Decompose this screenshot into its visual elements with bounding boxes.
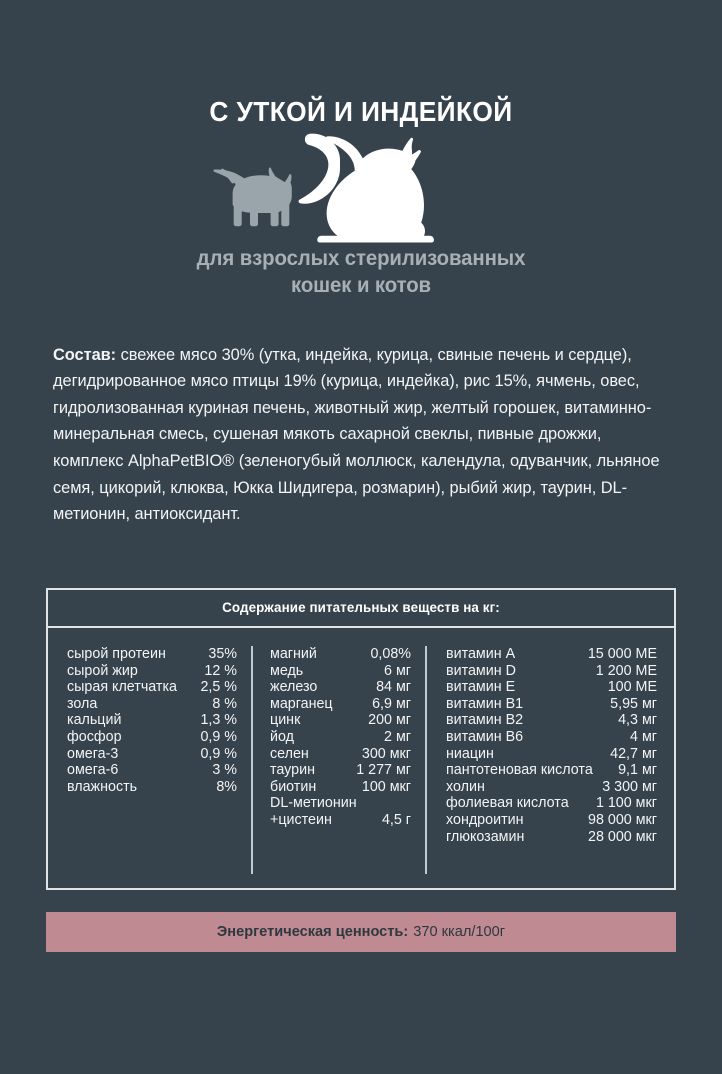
nutrition-row-value: 2 мг — [384, 728, 411, 745]
nutrition-row — [446, 679, 657, 696]
nutrition-row — [67, 746, 237, 763]
nutrition-row — [446, 829, 657, 846]
nutrition-column-1 — [48, 646, 251, 874]
nutrition-row — [270, 663, 411, 680]
nutrition-row-name: цинк — [270, 712, 301, 729]
nutrition-row-value: 1 200 МЕ — [595, 662, 657, 679]
nutrition-row — [67, 779, 237, 796]
nutrition-row — [446, 746, 657, 763]
nutrition-row-name: кальций — [67, 712, 122, 729]
nutrition-row-value: 300 мкг — [361, 745, 411, 762]
nutrition-row-name: фолиевая кислота — [446, 795, 569, 812]
nutrition-row — [67, 762, 237, 779]
nutrition-row-value: 0,08% — [370, 646, 411, 662]
nutrition-row-name: глюкозамин — [446, 828, 525, 845]
page-title: С УТКОЙ И ИНДЕЙКОЙ — [209, 96, 513, 127]
nutrition-row — [270, 679, 411, 696]
nutrition-row-name: витамин B2 — [446, 712, 524, 729]
nutrition-row — [67, 729, 237, 746]
nutrition-row-value: 12 % — [204, 662, 237, 679]
nutrition-row-name: железо — [270, 679, 318, 696]
nutrition-row-value: 3 300 мг — [602, 778, 657, 795]
nutrition-row — [67, 712, 237, 729]
nutrition-row-name: марганец — [270, 695, 333, 712]
nutrition-row-name: йод — [270, 728, 294, 745]
nutrition-row-value: 5,95 мг — [610, 695, 657, 712]
nutrition-row-name: селен — [270, 745, 309, 762]
composition-label: Состав: — [53, 345, 117, 364]
nutrition-row — [446, 795, 657, 812]
nutrition-row-name: хондроитин — [446, 811, 524, 828]
nutrition-row — [270, 762, 411, 779]
page-subtitle — [11, 246, 711, 300]
nutrition-column-2 — [251, 646, 425, 874]
nutrition-row — [270, 746, 411, 763]
nutrition-row-name: биотин — [270, 778, 317, 795]
nutrition-row-value: 3 % — [212, 762, 237, 779]
nutrition-row-value: 8 % — [212, 695, 237, 712]
nutrition-row — [67, 663, 237, 680]
small-cat-icon — [213, 168, 291, 227]
composition-text: свежее мясо 30% (утка, индейка, курица, свиные печень и сердце), дегидрированное мясо птицы 19% (курица, индейка), рис 15%, ячмень, овес, гидролизованная куриная печень, животный жир, желтый горошек, витаминно-минеральная смесь, сушеная мякоть сахарной свеклы, пивные дрожжи, комплекс AlphaPetBIO® (зеленогубый моллюск, календула, одуванчик, льняное семя, цикорий, клюква, Юкка Шидигера, розмарин), рыбий жир, таурин, DL-метионин, антиоксидант. — [53, 345, 660, 524]
nutrition-row-value: 1 100 мкг — [595, 795, 657, 812]
nutrition-row — [446, 812, 657, 829]
nutrition-table-body — [48, 628, 674, 874]
nutrition-row-name: ниацин — [446, 745, 494, 762]
energy-value: 370 ккал/100г — [413, 924, 506, 940]
nutrition-table — [46, 588, 676, 890]
nutrition-row — [270, 729, 411, 746]
nutrition-row-name: витамин D — [446, 662, 516, 679]
nutrition-row-name: зола — [67, 695, 98, 712]
nutrition-row-value: 6,9 мг — [372, 695, 411, 712]
nutrition-row — [446, 663, 657, 680]
nutrition-row-name: влажность — [67, 778, 138, 795]
nutrition-row — [270, 779, 411, 796]
nutrition-row — [270, 646, 411, 663]
nutrition-row-name: витамин A — [446, 646, 516, 662]
nutrition-row-name: омега-3 — [67, 745, 119, 762]
energy-label: Энергетическая ценность: — [216, 924, 409, 940]
cats-illustration — [0, 132, 722, 244]
nutrition-row-name: холин — [446, 778, 485, 795]
nutrition-row — [270, 812, 411, 829]
nutrition-row-value: 6 мг — [384, 662, 411, 679]
nutrition-row-value: 1,3 % — [200, 712, 237, 729]
nutrition-row — [446, 729, 657, 746]
nutrition-row — [446, 762, 657, 779]
nutrition-table-heading: Содержание питательных веществ на кг: — [48, 590, 674, 628]
nutrition-row — [67, 696, 237, 713]
nutrition-row-value: 4,5 г — [381, 811, 411, 828]
nutrition-row-name: витамин B1 — [446, 695, 524, 712]
energy-value-bar — [46, 912, 676, 952]
nutrition-row-value: 1 277 мг — [356, 762, 411, 779]
nutrition-row-value: 28 000 мкг — [588, 828, 657, 845]
nutrition-row-value: 9,1 мг — [618, 762, 657, 779]
subtitle-line-2: кошек и котов — [290, 273, 431, 297]
nutrition-row-value: 4,3 мг — [618, 712, 657, 729]
nutrition-row-value: 42,7 мг — [610, 745, 657, 762]
large-cat-icon — [299, 134, 434, 243]
nutrition-row-value: 15 000 МЕ — [587, 646, 657, 662]
nutrition-row-value: 2,5 % — [200, 679, 237, 696]
nutrition-row-name: сырая клетчатка — [67, 679, 177, 696]
nutrition-row — [67, 679, 237, 696]
nutrition-column-3 — [425, 646, 674, 874]
nutrition-row — [270, 696, 411, 713]
nutrition-row — [446, 696, 657, 713]
nutrition-row-name: витамин B6 — [446, 728, 524, 745]
nutrition-row — [270, 795, 411, 812]
nutrition-row-name: сырой жир — [67, 662, 138, 679]
nutrition-row-value: 4 мг — [630, 728, 657, 745]
nutrition-row — [446, 712, 657, 729]
nutrition-row-name: витамин E — [446, 679, 516, 696]
nutrition-row-name: омега-6 — [67, 762, 119, 779]
nutrition-row-name: сырой протеин — [67, 646, 166, 662]
nutrition-row-name: таурин — [270, 762, 315, 779]
cat-silhouettes — [0, 132, 722, 244]
nutrition-row-name: пантотеновая кислота — [446, 762, 593, 779]
subtitle-line-1: для взрослых стерилизованных — [196, 247, 526, 270]
nutrition-row-value: 100 мкг — [361, 778, 411, 795]
nutrition-row-value: 8% — [216, 778, 237, 795]
nutrition-row-value: 35% — [208, 646, 237, 662]
nutrition-row-name: магний — [270, 646, 317, 662]
composition-section — [53, 342, 673, 528]
nutrition-row-value: 84 мг — [376, 679, 411, 696]
nutrition-row-value: 0,9 % — [200, 728, 237, 745]
nutrition-row-value: 98 000 мкг — [588, 811, 657, 828]
nutrition-row — [270, 712, 411, 729]
header — [0, 0, 722, 300]
nutrition-row — [446, 646, 657, 663]
nutrition-row-name: +цистеин — [270, 811, 332, 828]
nutrition-row — [446, 779, 657, 796]
nutrition-row-value: 100 МЕ — [607, 679, 657, 696]
nutrition-row-name: медь — [270, 662, 304, 679]
nutrition-row — [67, 646, 237, 663]
nutrition-row-name: DL-метионин — [270, 795, 357, 812]
nutrition-row-value: 0,9 % — [200, 745, 237, 762]
nutrition-row-name: фосфор — [67, 728, 122, 745]
nutrition-row-value: 200 мг — [368, 712, 411, 729]
